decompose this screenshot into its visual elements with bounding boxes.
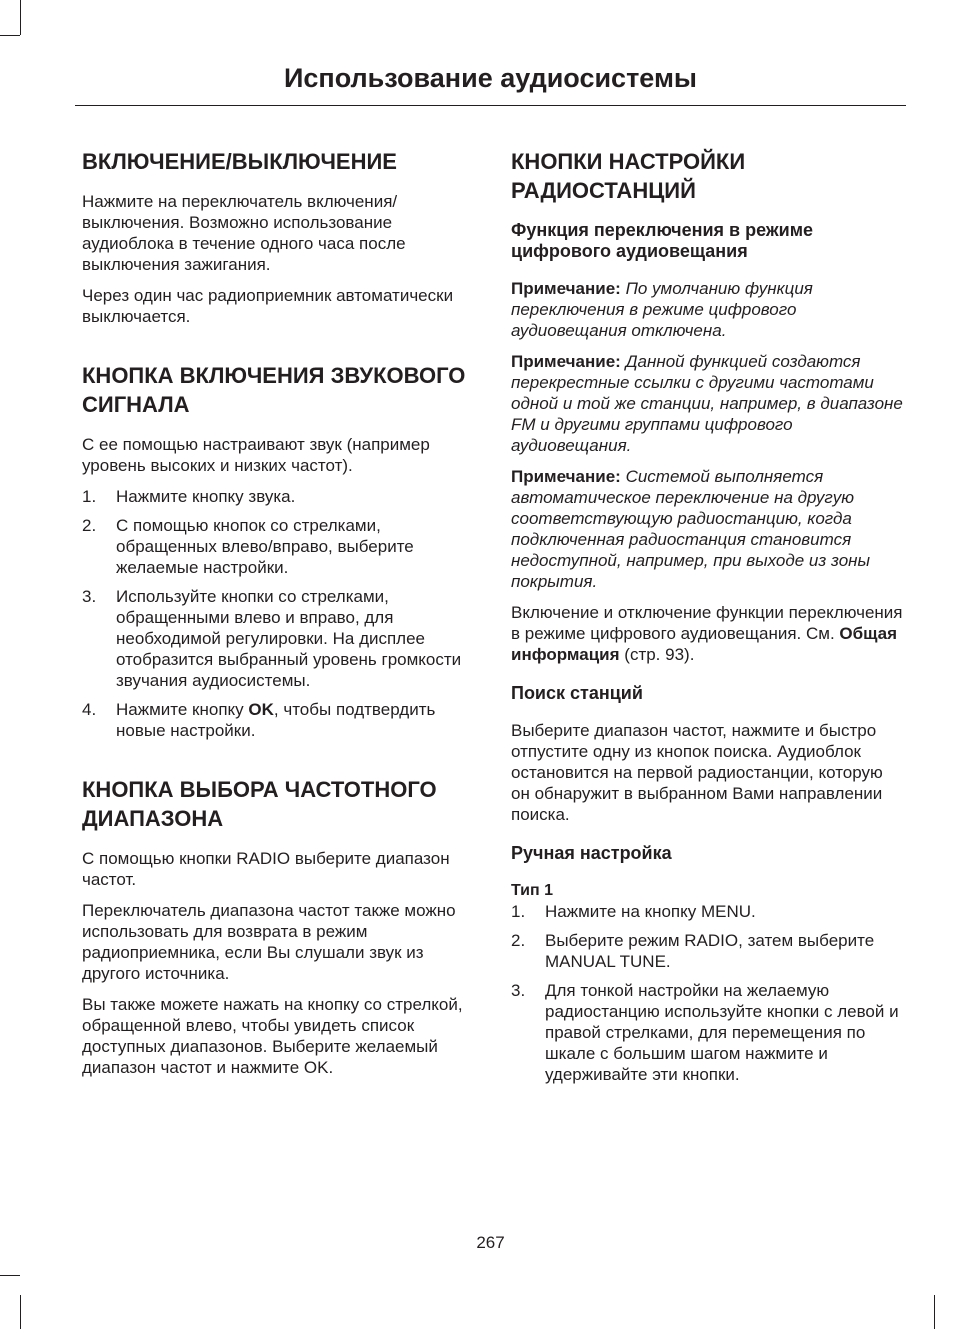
note-2: Примечание: Данной функцией создаются перекрестные ссылки с другими частотами одной и той же станции, например, в диапазоне FM и другими группами цифрового аудиовещания. [511,352,903,455]
cross-reference-link[interactable]: Общая информация [511,624,898,664]
power-paragraph-1: Нажмите на переключатель включения/выключения. Возможно использование аудиоблока в течение одного часа после выключения зажигания. [82,192,406,274]
section-heading-power: ВКЛЮЧЕНИЕ/ВЫКЛЮЧЕНИЕ [82,149,397,174]
sound-intro: С ее помощью настраивают звук (например уровень высоких и низких частот). [82,435,430,475]
list-item: 4. Нажмите кнопку OK, чтобы подтвердить новые настройки. [82,700,436,740]
list-item: 2. С помощью кнопок со стрелками, обращенных влево/вправо, выберите желаемые настройки. [82,516,414,577]
crop-mark-top-left-horizontal [0,35,20,36]
list-item: 2. Выберите режим RADIO, затем выберите MANUAL TUNE. [511,931,875,971]
list-item: 1. Нажмите кнопку звука. [82,487,296,506]
station-search-paragraph: Выберите диапазон частот, нажмите и быстро отпустите одну из кнопок поиска. Аудиоблок остановится на первой радиостанции, которую он обнаружит в выбранном Вами направлении поиска. [511,721,883,824]
manual-steps-list [511,901,903,1085]
note-3: Примечание: Системой выполняется автоматическое переключение на другую соответствующую радиостанцию, когда подключенная радиостанция становится недоступной, например, при выходе из зоны покрытия. [511,467,871,591]
band-paragraph-3: Вы также можете нажать на кнопку со стрелкой, обращенной влево, чтобы увидеть список доступных диапазонов. Выберите желаемый диапазон частот и нажмите OK. [82,995,463,1077]
page-title: Использование аудиосистемы [283,63,697,93]
cross-reference-paragraph: Включение и отключение функции переключения в режиме цифрового аудиовещания. См. Общая информация (стр. 93). [511,603,903,664]
note-1: Примечание: По умолчанию функция переключения в режиме цифрового аудиовещания отключена. [511,279,813,340]
band-paragraph-1: С помощью кнопки RADIO выберите диапазон частот. [82,849,450,889]
section-heading-band: КНОПКА ВЫБОРА ЧАСТОТНОГО ДИАПАЗОНА [82,777,437,831]
list-item: 3. Для тонкой настройки на желаемую радиостанцию используйте кнопки с левой и правой стрелками, для перемещения по шкале с большим шагом нажмите и удерживайте эти кнопки. [511,981,899,1084]
list-item: 1. Нажмите на кнопку MENU. [511,902,756,921]
header-rule [75,105,906,106]
list-item: 3. Используйте кнопки со стрелками, обращенными влево и вправо, для необходимой регулировки. На дисплее отобразится выбранный уровень громкости звучания аудиосистемы. [82,587,462,690]
crop-mark-bottom-right-vertical [934,1295,935,1329]
power-paragraph-2: Через один час радиоприемник автоматически выключается. [82,286,454,326]
page-number: 267 [476,1233,505,1252]
section-heading-sound: КНОПКА ВКЛЮЧЕНИЯ ЗВУКОВОГО СИГНАЛА [82,363,466,417]
right-column [511,147,903,1095]
crop-mark-bottom-left-horizontal [0,1275,20,1276]
subheading-station-search: Поиск станций [511,683,643,703]
type-label: Тип 1 [511,882,554,899]
subheading-digital-switch: Функция переключения в режиме цифрового аудиовещания [511,220,814,261]
crop-mark-bottom-left-vertical [20,1295,21,1329]
sound-steps-list [82,486,474,741]
left-column [82,147,474,1088]
band-paragraph-2: Переключатель диапазона частот также можно использовать для возврата в режим радиоприемника, если Вы слушали звук из другого источника. [82,901,456,983]
crop-mark-top-left-vertical [20,0,21,35]
subheading-manual-tuning: Ручная настройка [511,843,672,863]
section-heading-preset: КНОПКИ НАСТРОЙКИ РАДИОСТАНЦИЙ [511,149,746,203]
